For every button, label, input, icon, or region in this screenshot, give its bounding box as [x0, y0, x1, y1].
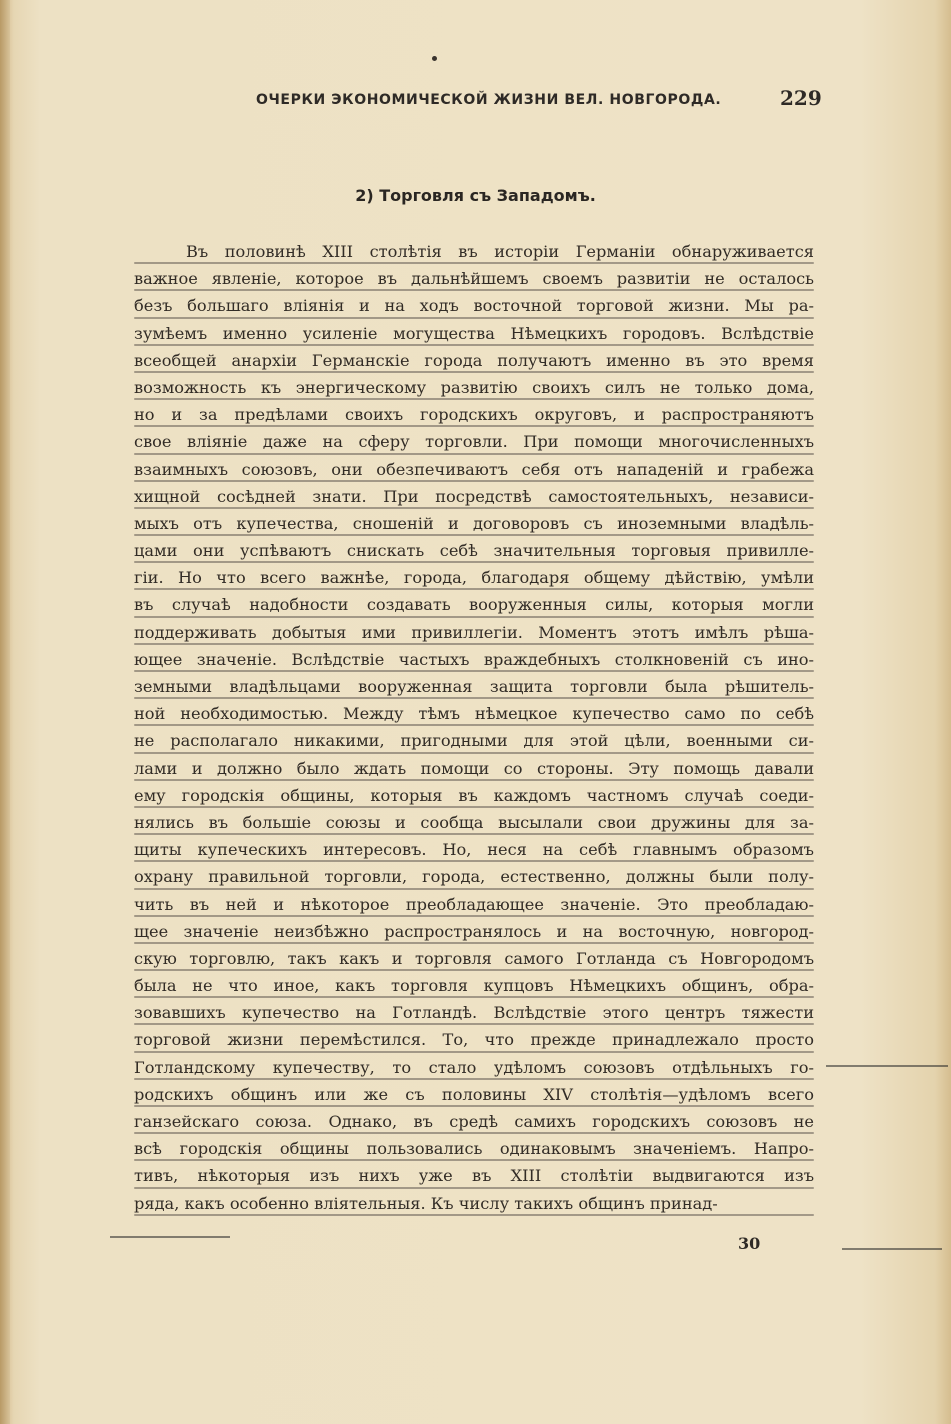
pencil-underline: [134, 806, 814, 808]
text-line: поддерживать добытыя ими привиллегіи. Моментъ этотъ имѣлъ рѣша-: [134, 619, 814, 646]
running-title: ОЧЕРКИ ЭКОНОМИЧЕСКОЙ ЖИЗНИ ВЕЛ. НОВГОРОДА.: [256, 92, 722, 108]
pencil-underline: [134, 507, 814, 509]
pencil-underline: [134, 670, 814, 672]
text-line: родскихъ общинъ или же съ половины XIV столѣтія—удѣломъ всего: [134, 1081, 814, 1108]
pen-stroke: [110, 1236, 230, 1238]
pencil-underline: [134, 1051, 814, 1053]
pencil-underline: [134, 833, 814, 835]
text-line: лами и должно было ждать помощи со стороны. Эту помощь давали: [134, 755, 814, 782]
body-text: [134, 238, 814, 1217]
pencil-underline: [134, 1159, 814, 1161]
pencil-underline: [134, 697, 814, 699]
text-line: но и за предѣлами своихъ городскихъ округовъ, и распространяютъ: [134, 401, 814, 428]
text-line: земными владѣльцами вооруженная защита торговли была рѣшитель-: [134, 673, 814, 700]
text-line: ной необходимостью. Между тѣмъ нѣмецкое купечество само по себѣ: [134, 700, 814, 727]
text-line: чить въ ней и нѣкоторое преобладающее значеніе. Это преобладаю-: [134, 891, 814, 918]
text-line: гіи. Но что всего важнѣе, города, благодаря общему дѣйствію, умѣли: [134, 564, 814, 591]
text-line: торговой жизни перемѣстился. То, что прежде принадлежало просто: [134, 1026, 814, 1053]
text-line: хищной сосѣдней знати. При посредствѣ самостоятельныхъ, независи-: [134, 483, 814, 510]
page-gutter: [0, 0, 10, 1424]
pencil-underline: [134, 1187, 814, 1189]
pencil-underline: [134, 643, 814, 645]
pencil-underline: [134, 262, 814, 264]
pencil-underline: [134, 752, 814, 754]
pencil-underline: [134, 888, 814, 890]
pencil-underline: [134, 425, 814, 427]
text-line: ему городскія общины, которыя въ каждомъ частномъ случаѣ соеди-: [134, 782, 814, 809]
pencil-underline: [134, 1023, 814, 1025]
pencil-underline: [134, 724, 814, 726]
pencil-underline: [134, 480, 814, 482]
text-line: возможность къ энергическому развитію своихъ силъ не только дома,: [134, 374, 814, 401]
text-line: ющее значеніе. Вслѣдствіе частыхъ враждебныхъ столкновеній съ ино-: [134, 646, 814, 673]
text-line: ганзейскаго союза. Однако, въ средѣ самихъ городскихъ союзовъ не: [134, 1108, 814, 1135]
pen-stroke: [842, 1248, 942, 1250]
pencil-underline: [134, 289, 814, 291]
pencil-underline: [134, 1078, 814, 1080]
text-line: мыхъ отъ купечества, сношеній и договоровъ съ иноземными владѣль-: [134, 510, 814, 537]
text-line: нялись въ большіе союзы и сообща высылали свои дружины для за-: [134, 809, 814, 836]
ink-dot: [432, 56, 437, 61]
text-line: всѣ городскія общины пользовались одинаковымъ значеніемъ. Напро-: [134, 1135, 814, 1162]
text-line: Готландскому купечеству, то стало удѣломъ союзовъ отдѣльныхъ го-: [134, 1054, 814, 1081]
pencil-underline: [134, 860, 814, 862]
text-line: ряда, какъ особенно вліятельныя. Къ числу такихъ общинъ принад-: [134, 1190, 814, 1217]
text-line: въ случаѣ надобности создавать вооруженныя силы, которыя могли: [134, 591, 814, 618]
pencil-underline: [134, 1214, 814, 1216]
text-line: щиты купеческихъ интересовъ. Но, неся на себѣ главнымъ образомъ: [134, 836, 814, 863]
pencil-underline: [134, 779, 814, 781]
text-line: всеобщей анархіи Германскіе города получаютъ именно въ это время: [134, 347, 814, 374]
pencil-underline: [134, 534, 814, 536]
pencil-underline: [134, 317, 814, 319]
pencil-underline: [134, 969, 814, 971]
pencil-underline: [134, 561, 814, 563]
pencil-underline: [134, 616, 814, 618]
text-line: цами они успѣваютъ снискать себѣ значительныя торговыя привилле-: [134, 537, 814, 564]
text-line: безъ большаго вліянія и на ходъ восточной торговой жизни. Мы ра-: [134, 292, 814, 319]
text-line: зумѣемъ именно усиленіе могущества Нѣмецкихъ городовъ. Вслѣдствіе: [134, 320, 814, 347]
pencil-underline: [134, 915, 814, 917]
section-title: 2) Торговля съ Западомъ.: [355, 186, 596, 205]
text-line: зовавшихъ купечество на Готландѣ. Вслѣдствіе этого центръ тяжести: [134, 999, 814, 1026]
pencil-underline: [134, 1105, 814, 1107]
pencil-underline: [134, 588, 814, 590]
text-line: Въ половинѣ XIII столѣтія въ исторіи Германіи обнаруживается: [134, 238, 814, 265]
text-line: не располагало никакими, пригодными для этой цѣли, военными си-: [134, 727, 814, 754]
pencil-underline: [134, 942, 814, 944]
text-line: важное явленіе, которое въ дальнѣйшемъ своемъ развитіи не осталось: [134, 265, 814, 292]
page-number: 229: [780, 86, 822, 110]
pen-stroke: [826, 1065, 948, 1067]
signature-mark: 30: [738, 1234, 761, 1253]
text-line: тивъ, нѣкоторыя изъ нихъ уже въ XIII столѣтіи выдвигаются изъ: [134, 1162, 814, 1189]
pencil-underline: [134, 996, 814, 998]
text-line: была не что иное, какъ торговля купцовъ Нѣмецкихъ общинъ, обра-: [134, 972, 814, 999]
text-line: щее значеніе неизбѣжно распространялось и на восточную, новгород-: [134, 918, 814, 945]
pencil-underline: [134, 453, 814, 455]
pencil-underline: [134, 398, 814, 400]
text-line: свое вліяніе даже на сферу торговли. При помощи многочисленныхъ: [134, 428, 814, 455]
text-line: взаимныхъ союзовъ, они обезпечиваютъ себя отъ нападеній и грабежа: [134, 456, 814, 483]
pencil-underline: [134, 344, 814, 346]
pencil-underline: [134, 1132, 814, 1134]
text-line: охрану правильной торговли, города, естественно, должны были полу-: [134, 863, 814, 890]
text-line: скую торговлю, такъ какъ и торговля самого Готланда съ Новгородомъ: [134, 945, 814, 972]
pencil-underline: [134, 371, 814, 373]
